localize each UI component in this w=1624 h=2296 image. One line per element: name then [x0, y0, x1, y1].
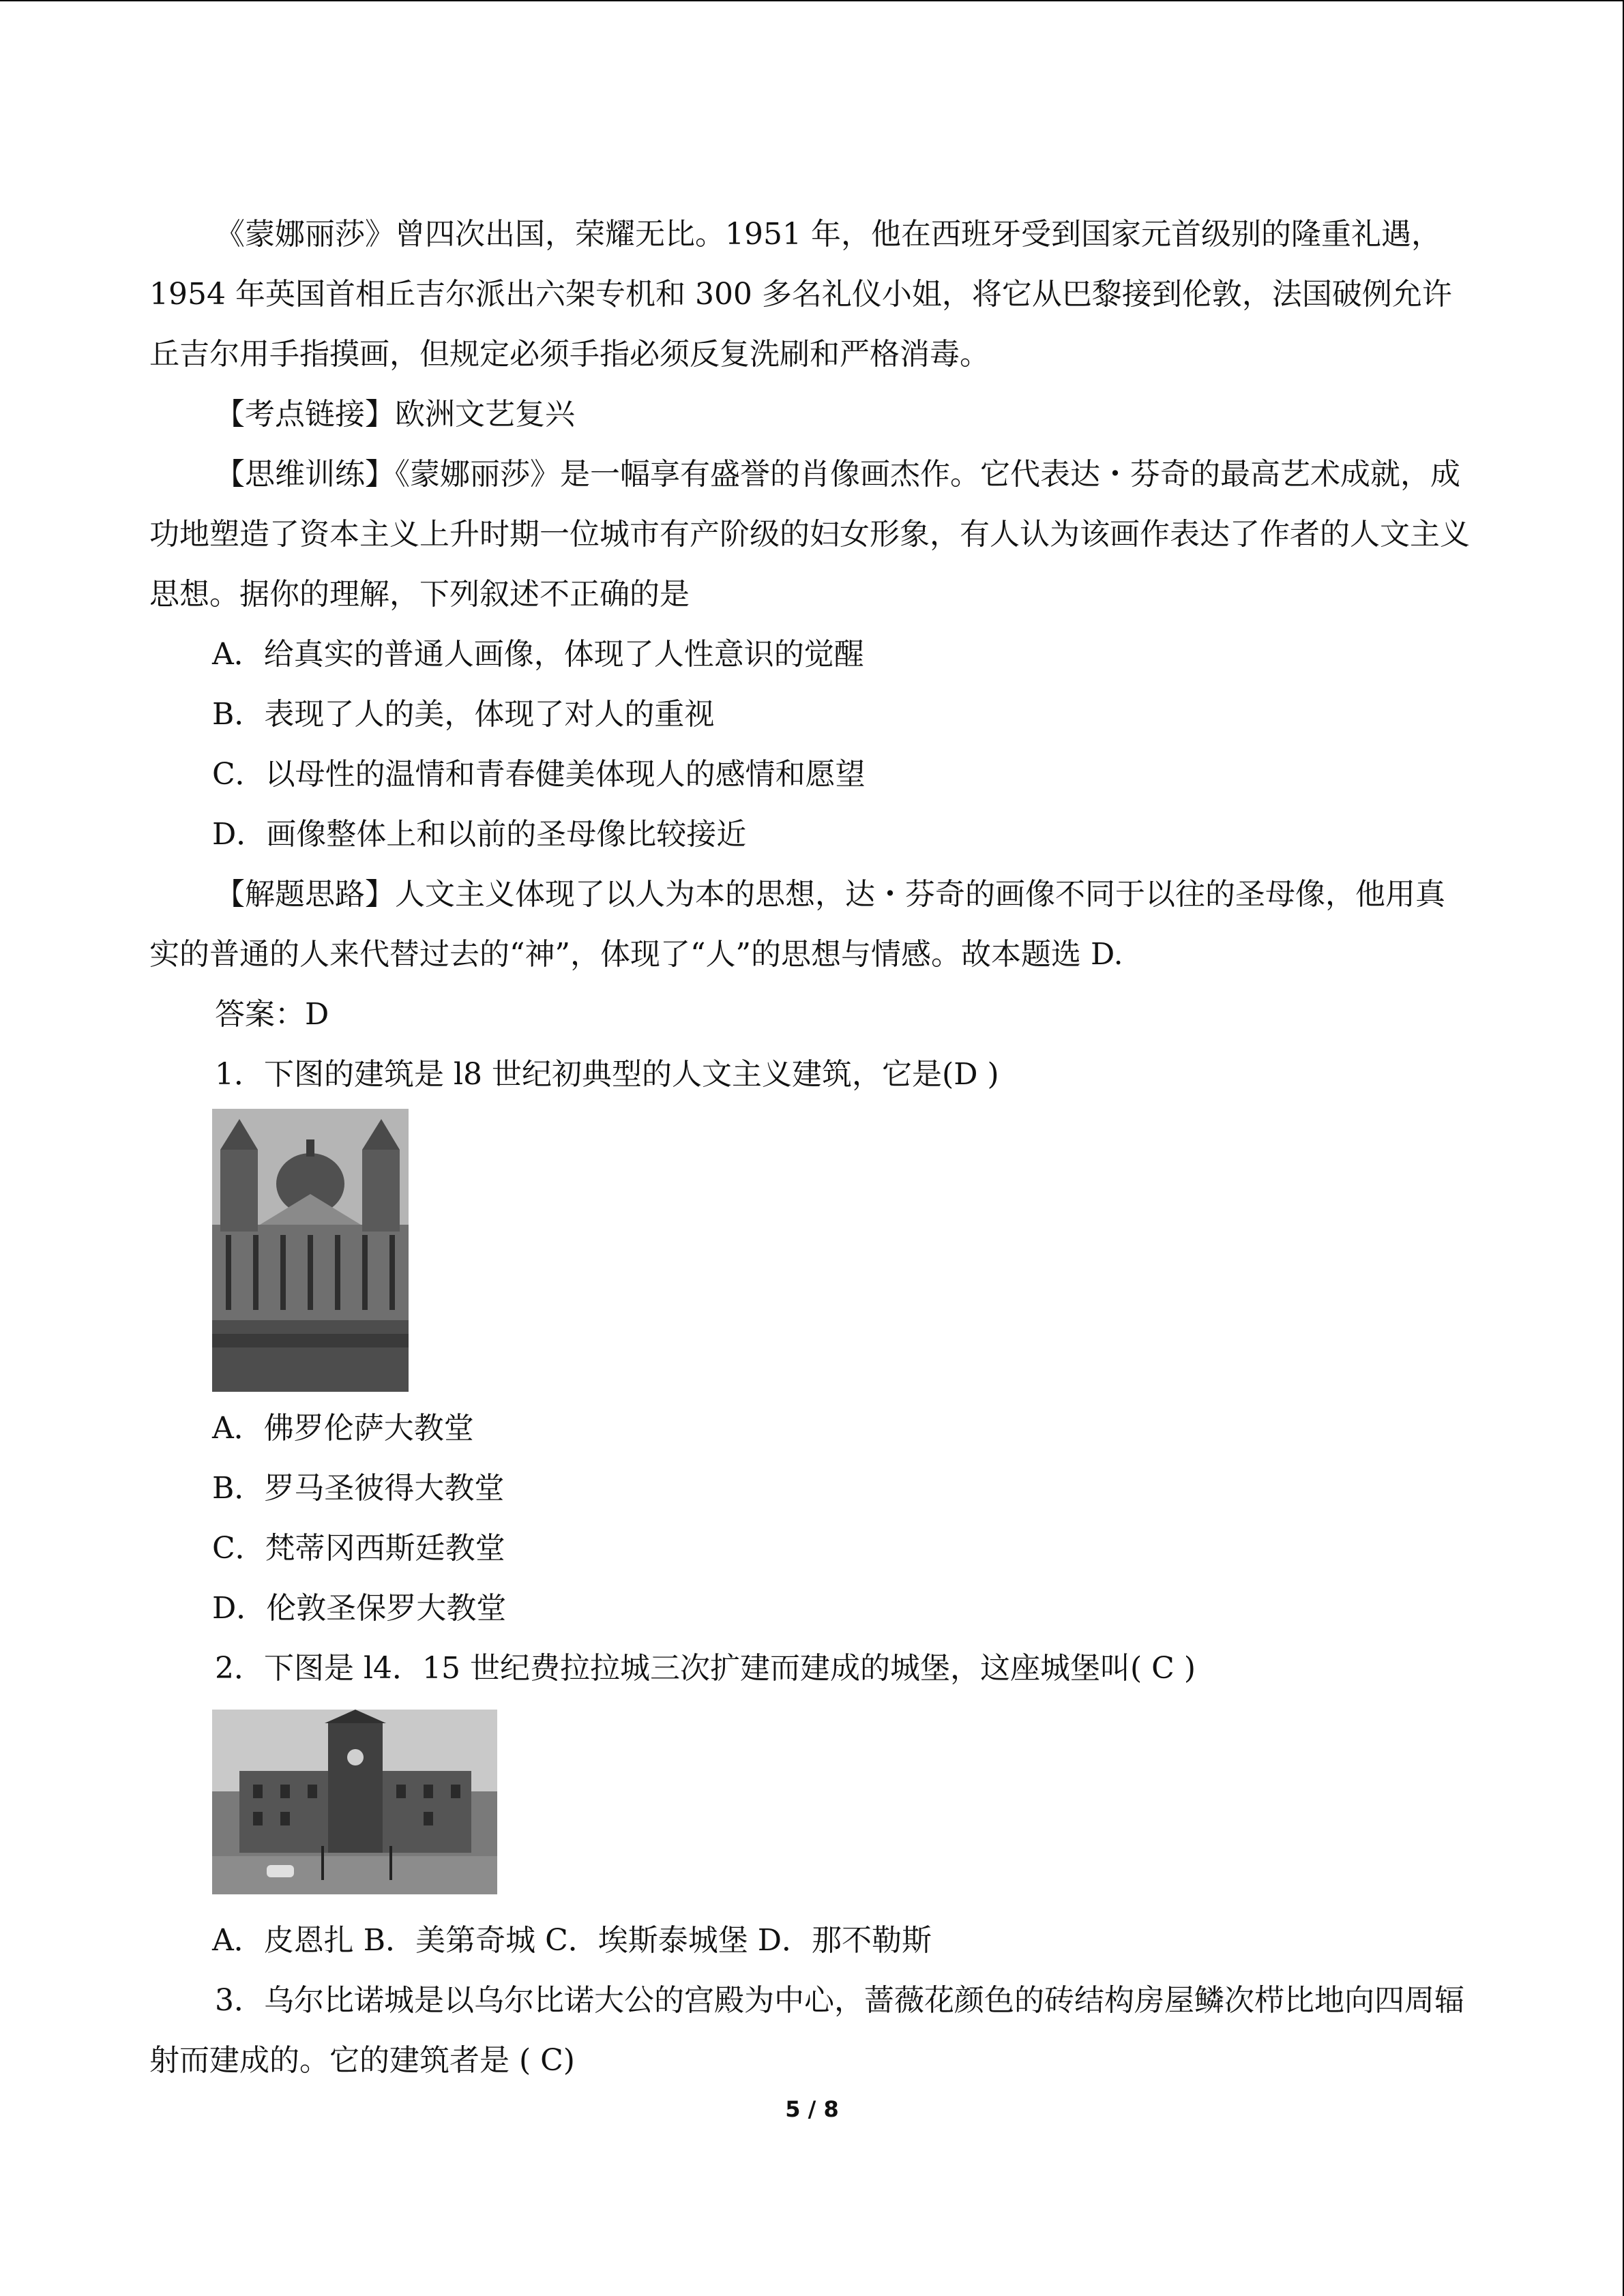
answer-line: 答案：D — [215, 997, 329, 1032]
q2-options: A．皮恩扎 B．美第奇城 C．埃斯泰城堡 D．那不勒斯 — [212, 1923, 932, 1958]
exam-point-link: 【考点链接】欧洲文艺复兴 — [215, 397, 575, 432]
option-d: D．画像整体上和以前的圣母像比较接近 — [212, 817, 747, 852]
q1-option-a: A．佛罗伦萨大教堂 — [212, 1411, 474, 1446]
question-3-stem: 3．乌尔比诺城是以乌尔比诺大公的宫殿为中心，蔷薇花颜色的砖结构房屋鳞次栉比地向四周辐射而建成的。它的建筑者是 ( C) — [149, 1983, 1464, 2078]
st-pauls-cathedral-photo — [212, 1109, 409, 1392]
q1-option-c: C．梵蒂冈西斯廷教堂 — [212, 1531, 505, 1566]
page-number: 5 / 8 — [785, 2096, 839, 2122]
q1-option-b: B．罗马圣彼得大教堂 — [212, 1471, 505, 1506]
document-body — [149, 205, 1474, 2091]
question-1-stem: 1．下图的建筑是 l8 世纪初典型的人文主义建筑，它是(D ) — [215, 1057, 999, 1092]
cathedral-illustration — [212, 1109, 409, 1392]
thinking-training: 【思维训练】《蒙娜丽莎》是一幅享有盛誉的肖像画杰作。它代表达・芬奇的最高艺术成就，成功地塑造了资本主义上升时期一位城市有产阶级的妇女形象，有人认为该画作表达了作者的人文主义思想。据你的理解，下列叙述不正确的是 — [149, 457, 1470, 612]
option-c: C．以母性的温情和青春健美体现人的感情和愿望 — [212, 757, 866, 792]
option-a: A．给真实的普通人画像，体现了人性意识的觉醒 — [212, 637, 864, 672]
q1-option-d: D．伦敦圣保罗大教堂 — [212, 1591, 507, 1626]
solution-approach: 【解题思路】人文主义体现了以人为本的思想，达・芬奇的画像不同于以往的圣母像，他用真实的普通的人来代替过去的“神”，体现了“人”的思想与情感。故本题选 D. — [149, 877, 1445, 972]
option-b: B．表现了人的美，体现了对人的重视 — [212, 697, 715, 732]
castle-illustration — [212, 1710, 497, 1894]
question-2-stem: 2．下图是 l4．15 世纪费拉拉城三次扩建而建成的城堡，这座城堡叫( C ) — [215, 1651, 1196, 1686]
ferrara-castle-photo — [212, 1710, 497, 1894]
intro-paragraph: 《蒙娜丽莎》曾四次出国，荣耀无比。1951 年，他在西班牙受到国家元首级别的隆重礼遇，1954 年英国首相丘吉尔派出六架专机和 300 多名礼仪小姐，将它从巴黎接到伦敦，法国破例允许丘吉尔用手指摸画，但规定必须手指必须反复洗刷和严格消毒。 — [149, 217, 1452, 372]
